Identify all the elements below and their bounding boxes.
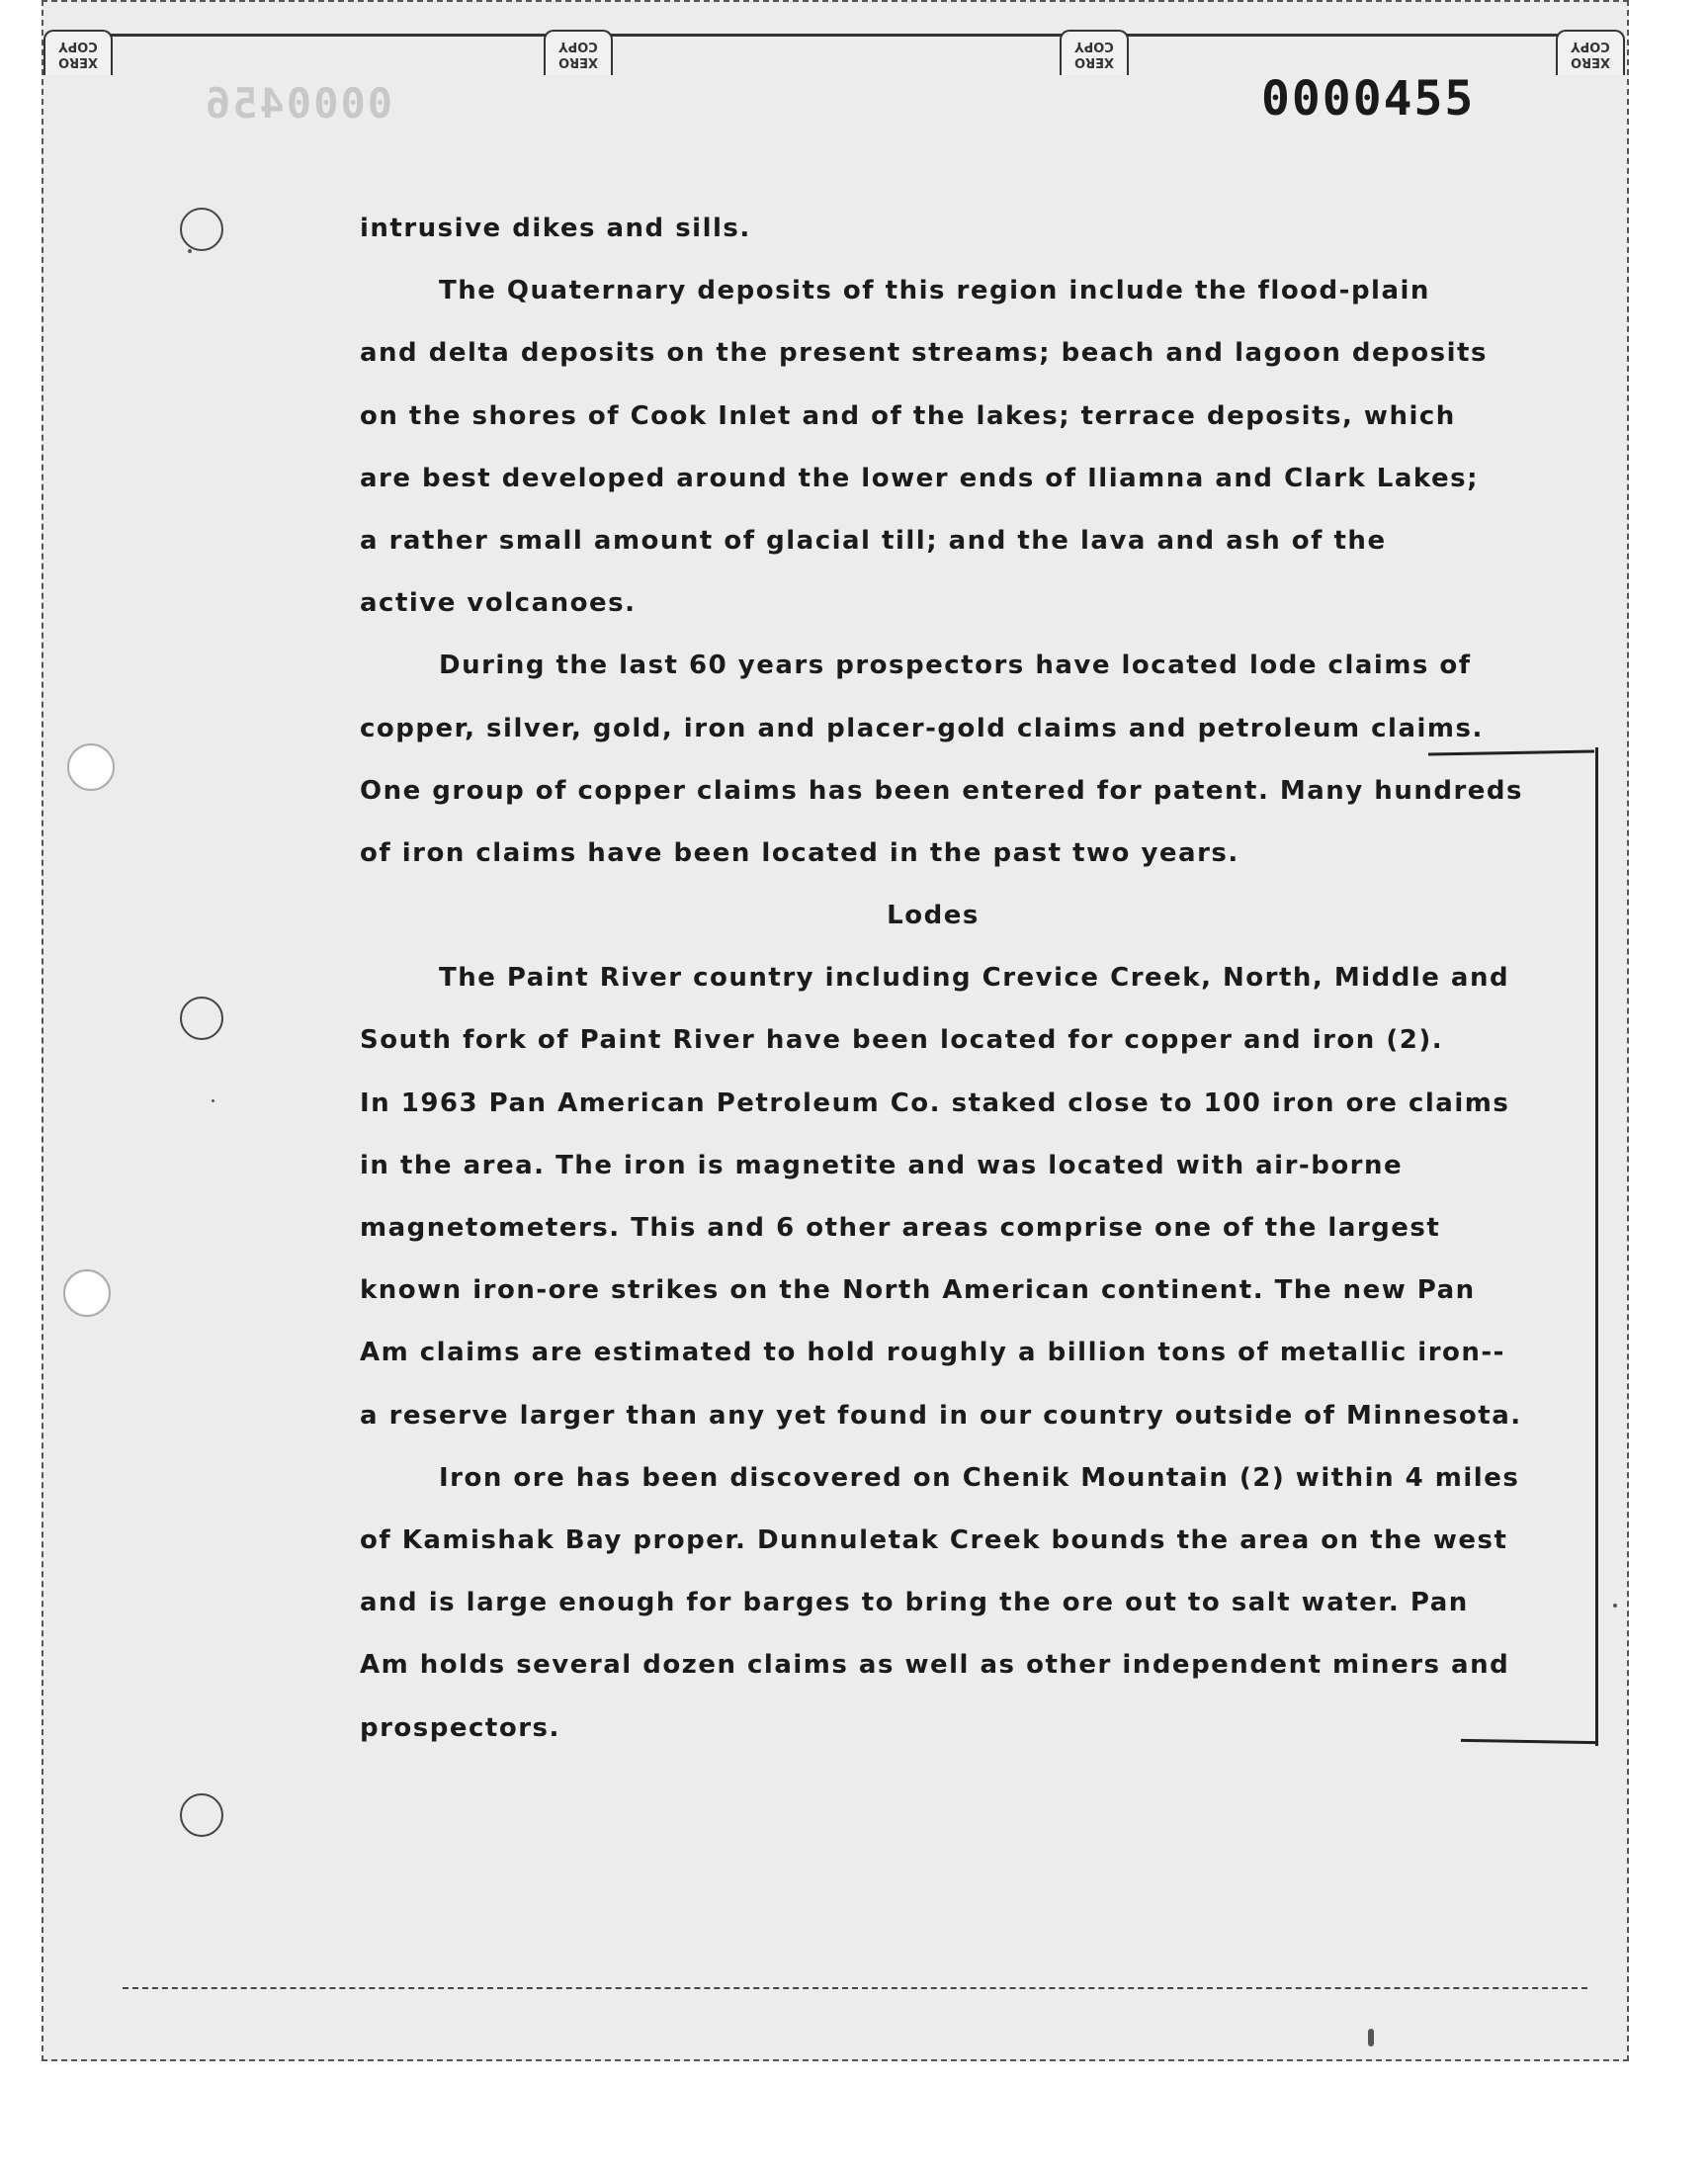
- punch-hole: [63, 1269, 111, 1317]
- text-line: One group of copper claims has been entered for patent. Many hundreds: [360, 775, 1523, 806]
- ghost-page-number: 0000456: [204, 79, 393, 128]
- text-line: intrusive dikes and sills.: [360, 214, 751, 243]
- text-line: and is large enough for barges to bring the ore out to salt water. Pan: [360, 1588, 1469, 1618]
- text-line: are best developed around the lower ends of Iliamna and Clark Lakes;: [360, 463, 1479, 493]
- punch-hole: [67, 743, 115, 791]
- text-line: a reserve larger than any yet found in our country outside of Minnesota.: [360, 1400, 1522, 1431]
- text-line: Am holds several dozen claims as well as other independent miners and: [360, 1650, 1510, 1681]
- binder-ring-mark: [180, 208, 223, 251]
- xero-copy-tab: XERO COPY: [544, 30, 613, 75]
- text-line: copper, silver, gold, iron and placer-gold claims and petroleum claims.: [360, 713, 1484, 743]
- text-line: Am claims are estimated to hold roughly a billion tons of metallic iron--: [360, 1338, 1505, 1368]
- binder-ring-mark: [180, 1793, 223, 1837]
- margin-bracket: [1581, 747, 1598, 1746]
- text-line: Iron ore has been discovered on Chenik Mountain (2) within 4 miles: [439, 1462, 1520, 1493]
- text-line: active volcanoes.: [360, 588, 637, 619]
- section-heading: Lodes: [887, 901, 980, 931]
- text-line: South fork of Paint River have been located for copper and iron (2).: [360, 1025, 1444, 1056]
- text-line: and delta deposits on the present streams; beach and lagoon deposits: [360, 338, 1488, 369]
- text-line: a rather small amount of glacial till; and the lava and ash of the: [360, 525, 1387, 556]
- scan-speck: [1613, 1604, 1617, 1608]
- text-line: of Kamishak Bay proper. Dunnuletak Creek bounds the area on the west: [360, 1524, 1508, 1555]
- text-line: of iron claims have been located in the past two years.: [360, 837, 1239, 868]
- text-line: prospectors.: [360, 1712, 560, 1743]
- xero-copy-tab: XERO COPY: [1556, 30, 1625, 75]
- scan-speck: [212, 1099, 214, 1102]
- xero-copy-tab: XERO COPY: [43, 30, 113, 75]
- text-line: on the shores of Cook Inlet and of the lakes; terrace deposits, which: [360, 400, 1456, 431]
- scan-speck: [188, 249, 192, 253]
- bottom-edge-rule: [123, 1987, 1587, 1989]
- body-text: [360, 198, 1523, 1760]
- page-number: 0000455: [1261, 71, 1476, 127]
- text-line: known iron-ore strikes on the North American continent. The new Pan: [360, 1275, 1476, 1306]
- binder-ring-mark: [180, 997, 223, 1040]
- text-line: in the area. The iron is magnetite and was located with air-borne: [360, 1150, 1404, 1180]
- text-line: The Quaternary deposits of this region include the flood-plain: [439, 276, 1430, 306]
- scan-speck: [1368, 2029, 1374, 2046]
- text-line: The Paint River country including Crevice Creek, North, Middle and: [439, 963, 1510, 994]
- text-line: magnetometers. This and 6 other areas comprise one of the largest: [360, 1213, 1441, 1243]
- text-line: During the last 60 years prospectors have located lode claims of: [439, 651, 1472, 681]
- text-line: In 1963 Pan American Petroleum Co. staked close to 100 iron ore claims: [360, 1088, 1510, 1118]
- top-edge-rule: [103, 34, 1587, 37]
- xero-copy-tab: XERO COPY: [1060, 30, 1129, 75]
